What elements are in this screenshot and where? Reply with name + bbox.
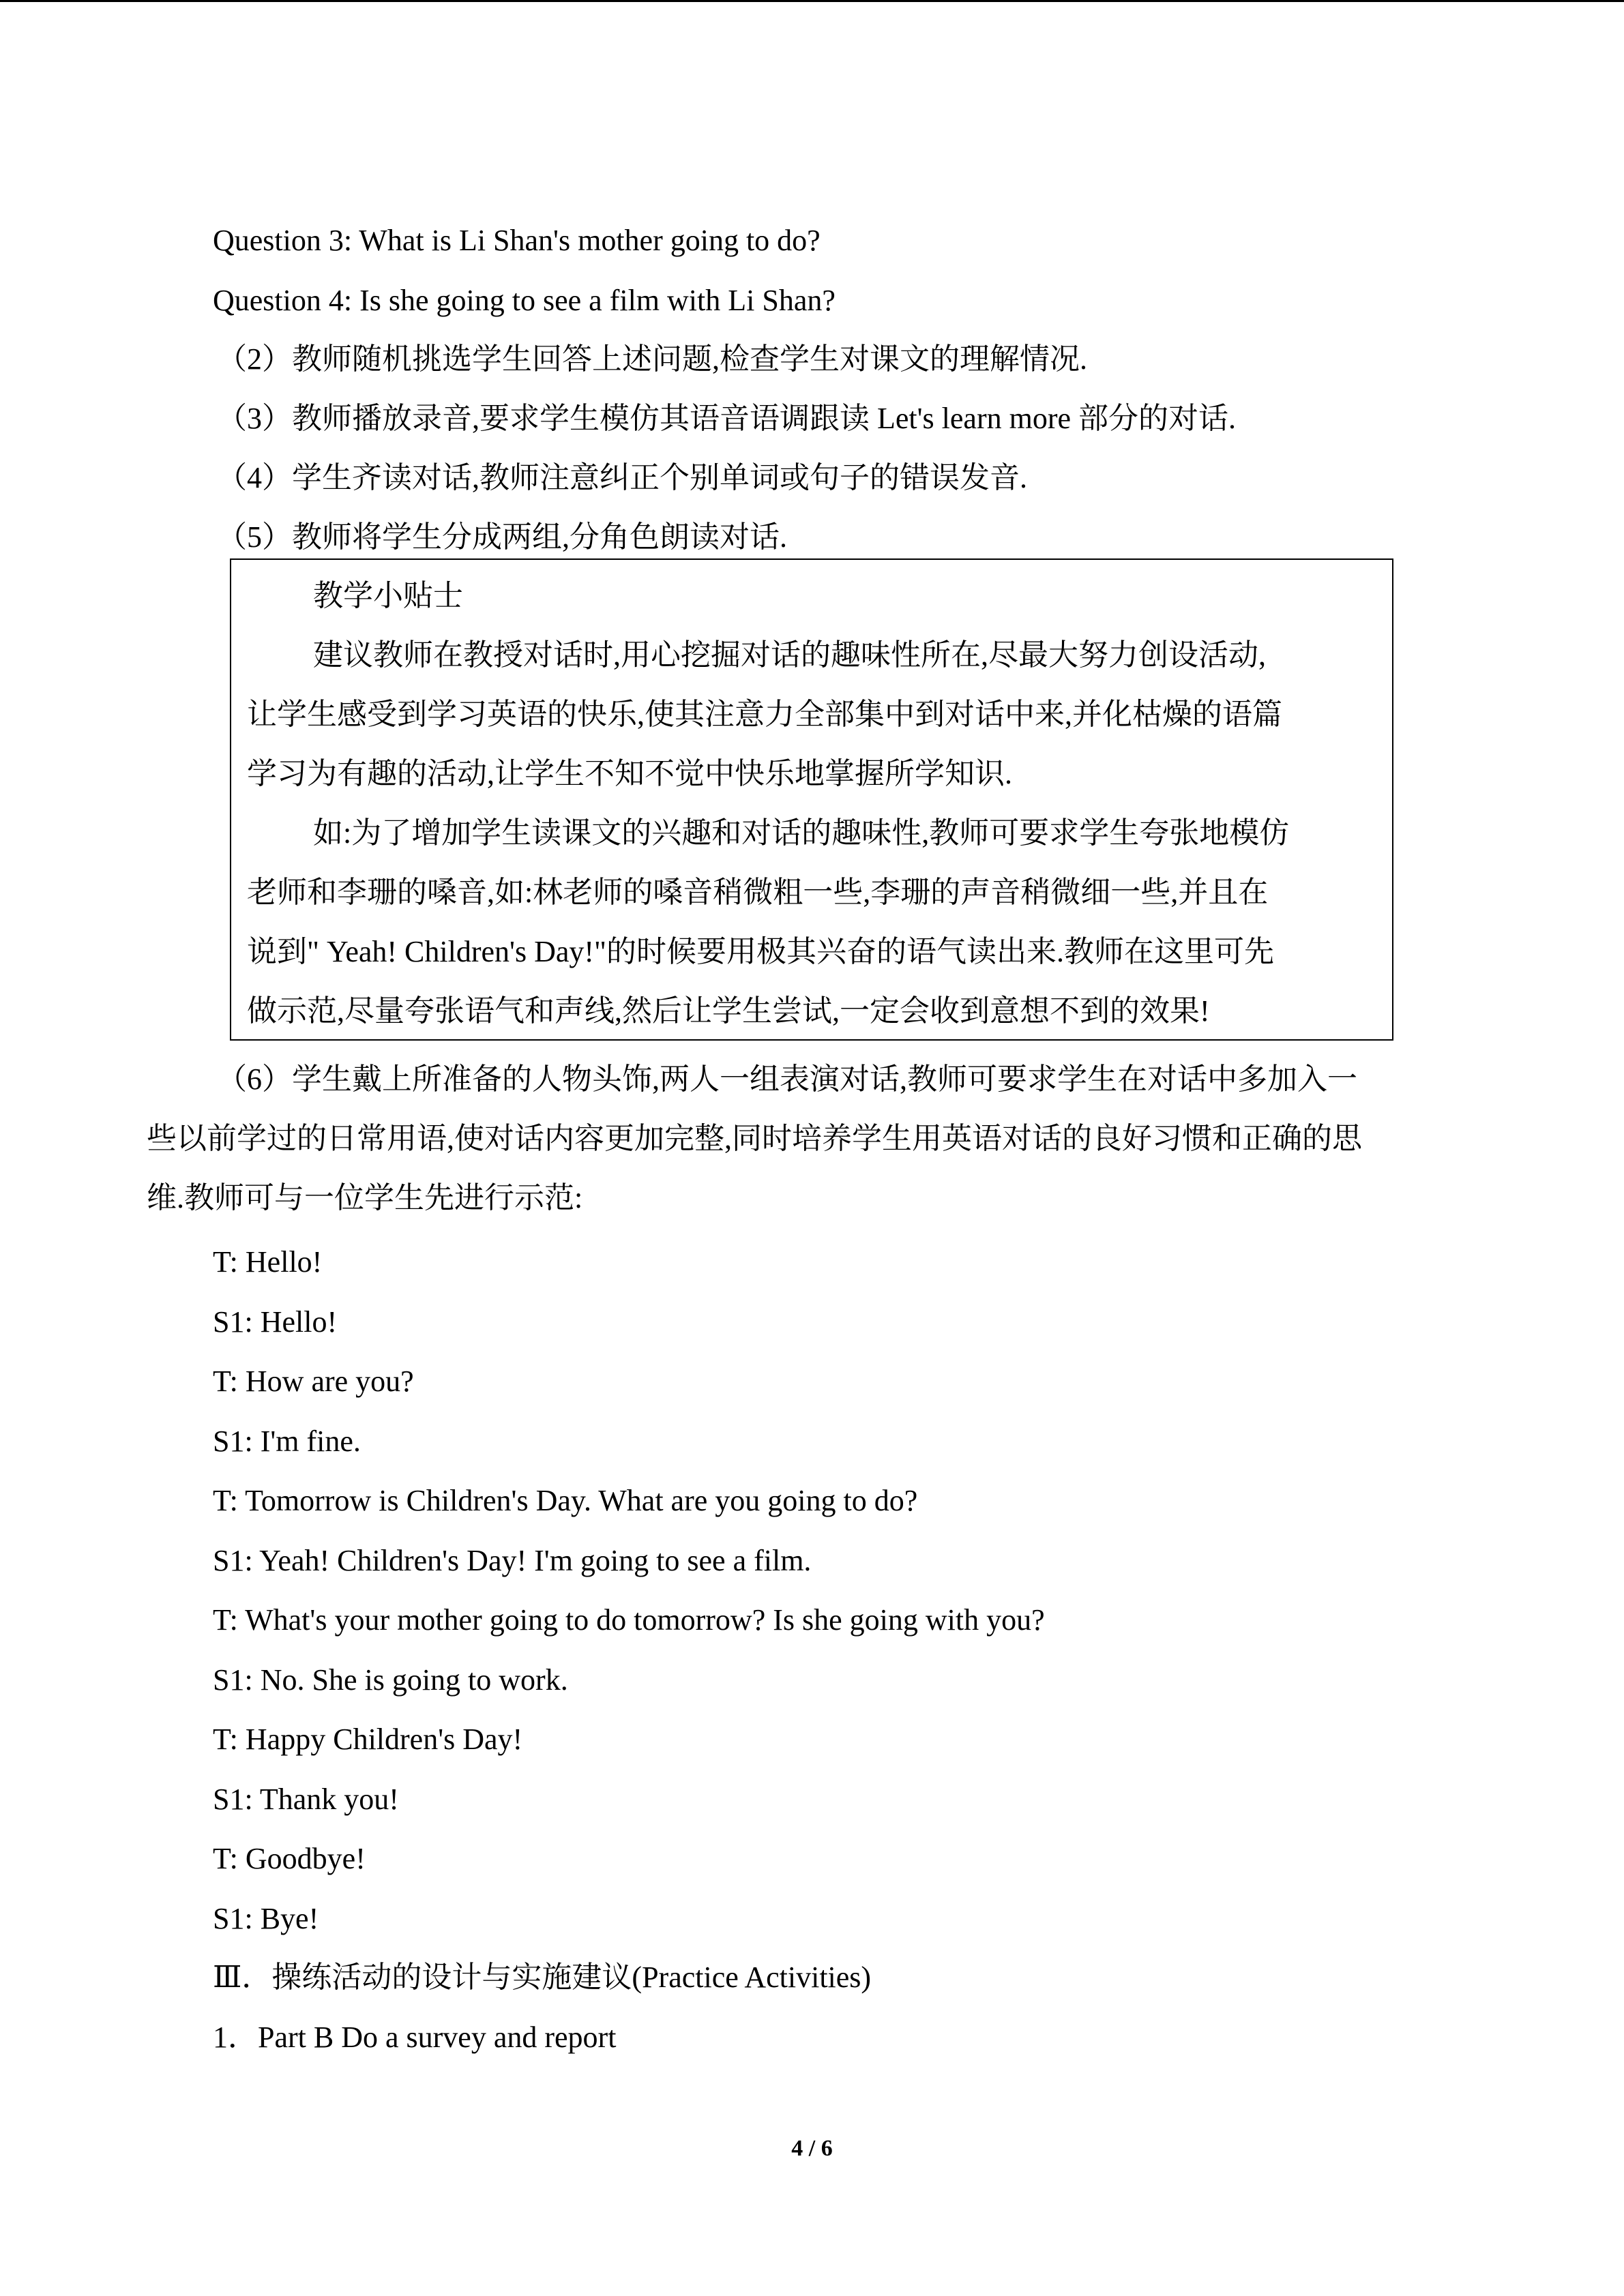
teaching-tip-box <box>230 558 1393 1041</box>
question-4: Question 4: Is she going to see a film with Li Shan? <box>213 284 836 317</box>
dialogue-line: S1: Thank you! <box>213 1783 399 1816</box>
tip-line: 老师和李珊的嗓音,如:林老师的嗓音稍微粗一些,李珊的声音稍微细一些,并且在 <box>247 876 1269 909</box>
page-number: 4 / 6 <box>791 2136 833 2161</box>
dialogue-line: S1: I'm fine. <box>213 1425 361 1458</box>
step-4: （4）学生齐读对话,教师注意纠正个别单词或句子的错误发音. <box>217 461 1027 494</box>
question-3: Question 3: What is Li Shan's mother going to do? <box>213 224 821 257</box>
dialogue-line: S1: Bye! <box>213 1902 319 1935</box>
dialogue-line: T: What's your mother going to do tomorrow? Is she going with you? <box>213 1603 1045 1637</box>
dialogue-line: T: How are you? <box>213 1365 414 1398</box>
dialogue-line: S1: Yeah! Children's Day! I'm going to see a film. <box>213 1544 812 1577</box>
step-6-line: 维.教师可与一位学生先进行示范: <box>147 1181 583 1214</box>
dialogue-line: T: Tomorrow is Children's Day. What are you going to do? <box>213 1484 918 1517</box>
tip-title: 教学小贴士 <box>313 579 463 612</box>
dialogue-line: T: Happy Children's Day! <box>213 1723 523 1756</box>
tip-line: 做示范,尽量夸张语气和声线,然后让学生尝试,一定会收到意想不到的效果! <box>247 994 1210 1028</box>
section-heading: Ⅲ．操练活动的设计与实施建议(Practice Activities) <box>213 1960 872 1994</box>
tip-line: 如:为了增加学生读课文的兴趣和对话的趣味性,教师可要求学生夸张地模仿 <box>313 816 1290 850</box>
step-2: （2）教师随机挑选学生回答上述问题,检查学生对课文的理解情况. <box>217 342 1087 376</box>
step-3: （3）教师播放录音,要求学生模仿其语音语调跟读 Let's learn more 部分的对话. <box>217 402 1237 435</box>
step-6-line: （6）学生戴上所准备的人物头饰,两人一组表演对话,教师可要求学生在对话中多加入一 <box>217 1062 1357 1096</box>
subsection-heading: 1．Part B Do a survey and report <box>213 2021 617 2054</box>
dialogue-line: S1: Hello! <box>213 1305 338 1339</box>
step-6-line: 些以前学过的日常用语,使对话内容更加完整,同时培养学生用英语对话的良好习惯和正确的思 <box>147 1122 1362 1155</box>
tip-line: 说到" Yeah! Children's Day!"的时候要用极其兴奋的语气读出来.教师在这里可先 <box>247 935 1274 968</box>
tip-line: 建议教师在教授对话时,用心挖掘对话的趣味性所在,尽最大努力创设活动, <box>313 638 1266 672</box>
dialogue-line: S1: No. She is going to work. <box>213 1663 568 1697</box>
dialogue-line: T: Hello! <box>213 1245 323 1279</box>
tip-line: 学习为有趣的活动,让学生不知不觉中快乐地掌握所学知识. <box>247 757 1012 790</box>
tip-line: 让学生感受到学习英语的快乐,使其注意力全部集中到对话中来,并化枯燥的语篇 <box>247 698 1282 731</box>
step-5: （5）教师将学生分成两组,分角色朗读对话. <box>217 520 787 554</box>
dialogue-line: T: Goodbye! <box>213 1842 366 1875</box>
